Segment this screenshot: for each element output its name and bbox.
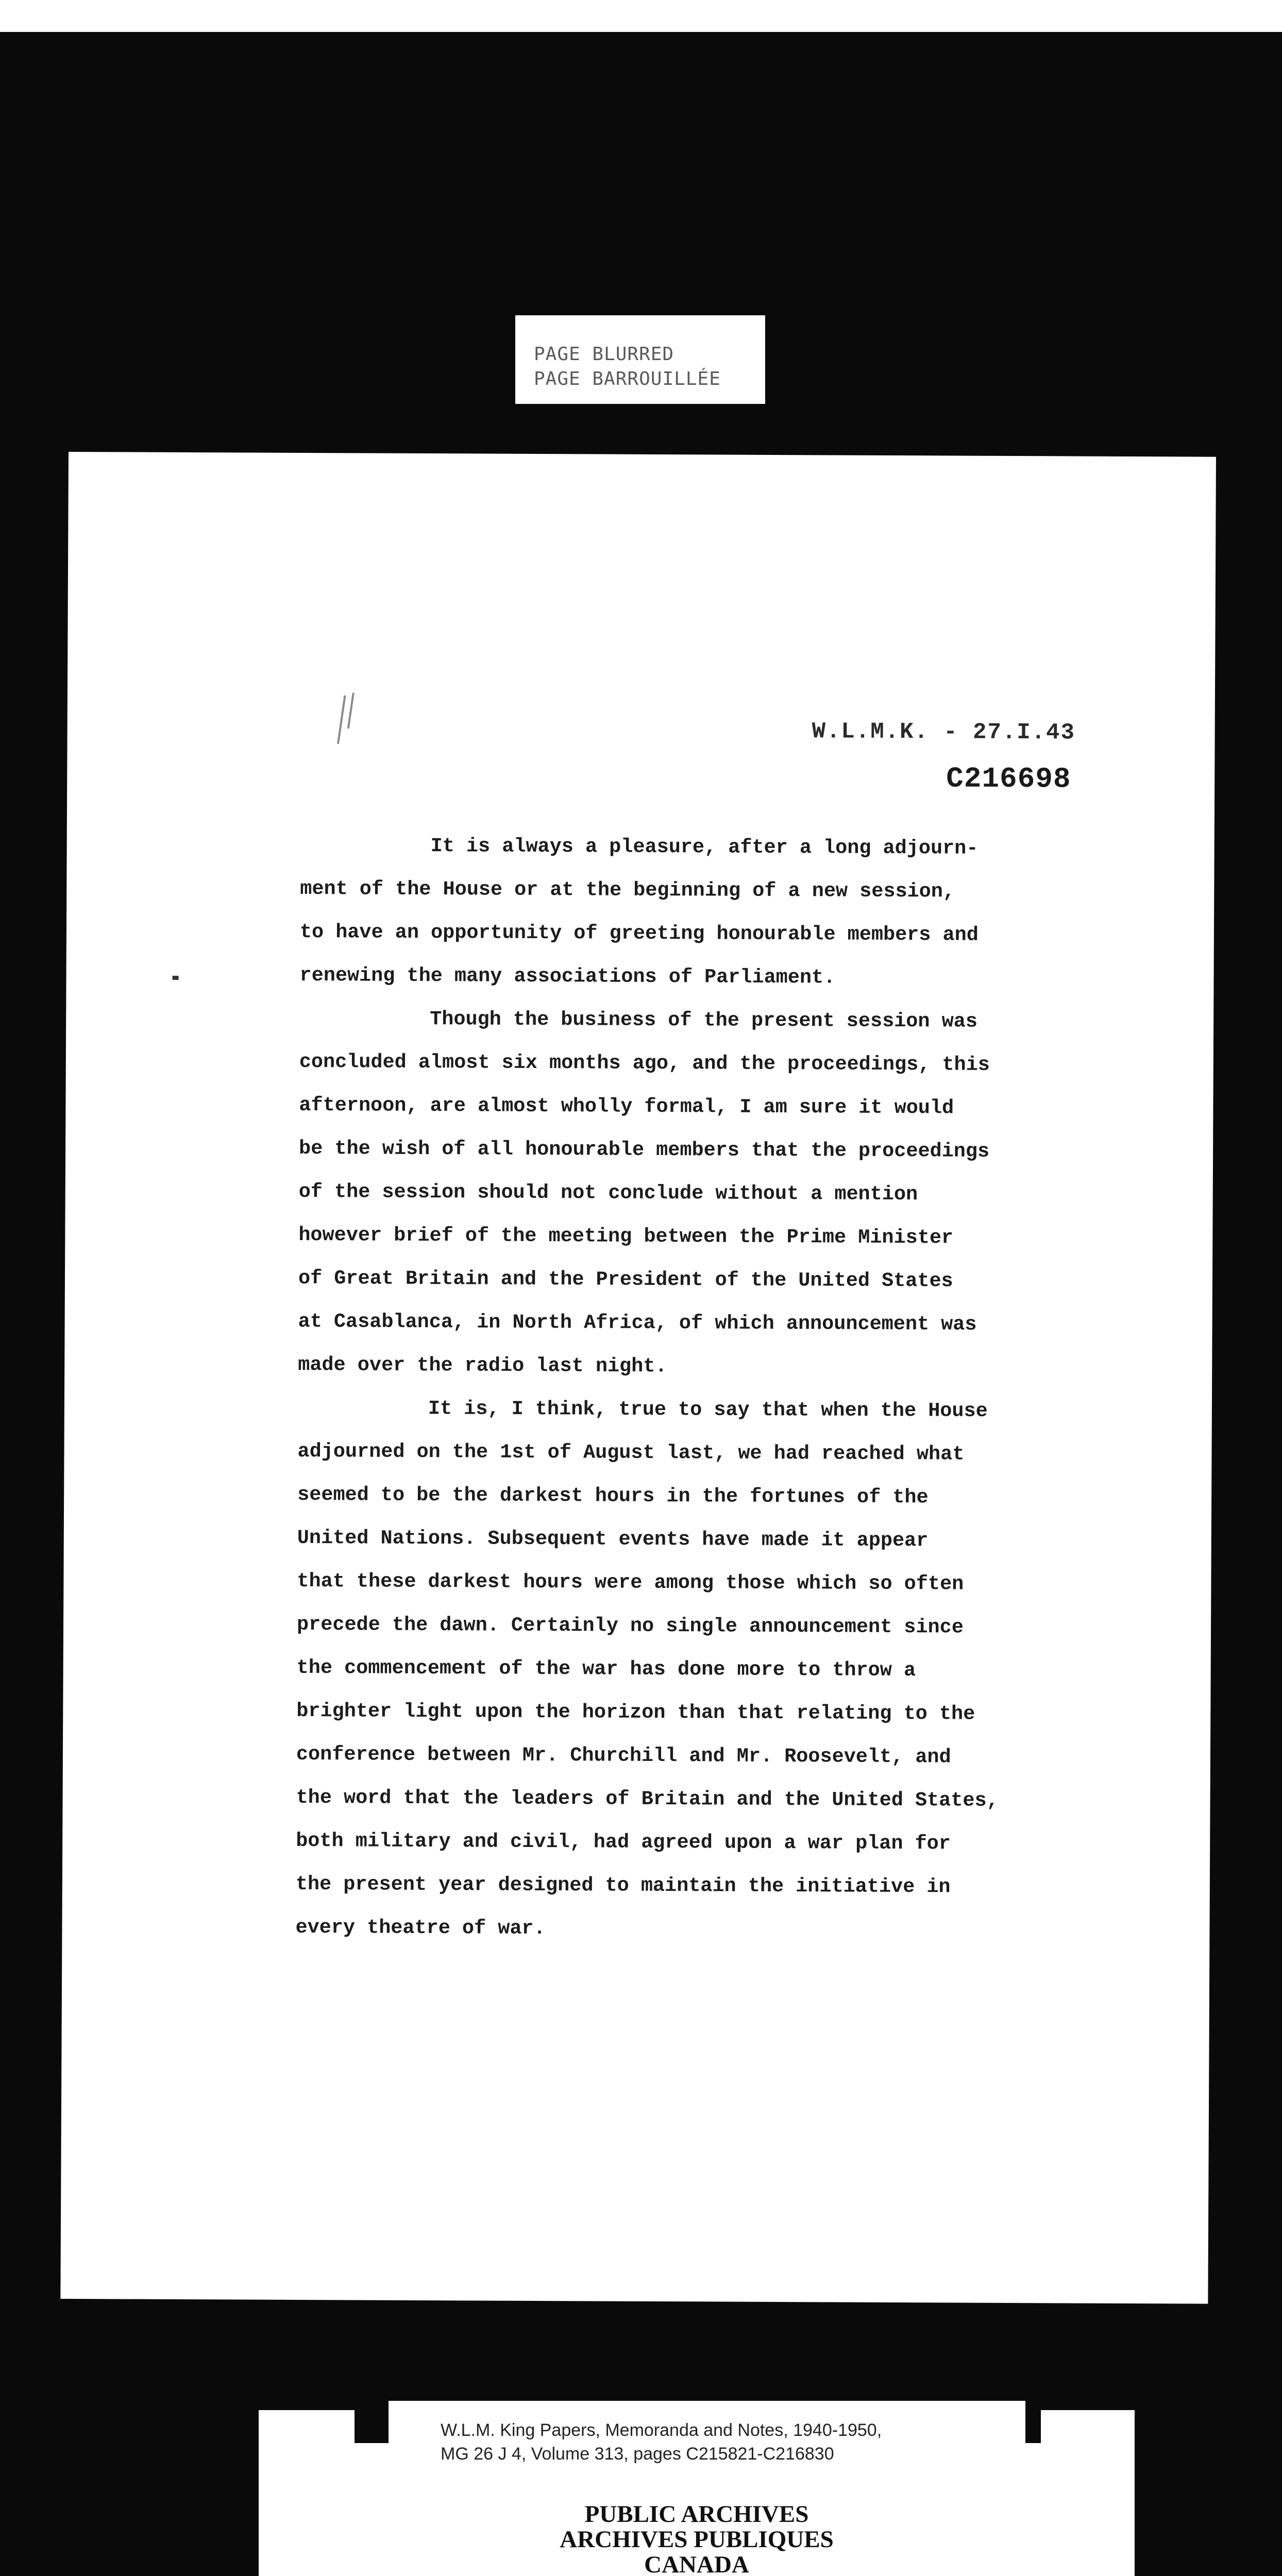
text-line: the word that the leaders of Britain and the United States,	[296, 1786, 999, 1812]
text-line: every theatre of war.	[295, 1916, 546, 1940]
text-line: be the wish of all honourable members that the proceedings	[299, 1137, 990, 1163]
text-line: concluded almost six months ago, and the proceedings, this	[299, 1050, 990, 1076]
text-line: both military and civil, had agreed upon a war plan for	[296, 1829, 951, 1855]
text-line: made over the radio last night.	[298, 1353, 667, 1378]
page-code-stamp: C216698	[946, 762, 1071, 796]
memo-body-text	[295, 824, 1156, 1953]
blur-label-english: PAGE BLURRED	[534, 344, 674, 365]
archives-line-french: ARCHIVES PUBLIQUES	[560, 2526, 834, 2553]
footer-notch	[1025, 2402, 1041, 2443]
pen-mark	[337, 696, 346, 744]
document-page	[60, 452, 1216, 2304]
text-line: the commencement of the war has done more to throw a	[296, 1656, 916, 1682]
text-line: adjourned on the 1st of August last, we had reached what	[297, 1439, 965, 1466]
archives-line-english: PUBLIC ARCHIVES	[584, 2501, 809, 2528]
archives-line-country: CANADA	[644, 2551, 749, 2576]
archive-citation	[441, 2418, 882, 2466]
footer-notch	[355, 2402, 389, 2443]
blur-label-french: PAGE BARROUILLÉE	[534, 368, 721, 389]
page-blurred-label	[515, 315, 765, 404]
text-line: that these darkest hours were among those which so often	[297, 1569, 964, 1596]
citation-line: MG 26 J 4, Volume 313, pages C215821-C216830	[441, 2444, 834, 2464]
text-line: however brief of the meeting between the Prime Minister	[298, 1223, 954, 1249]
archives-imprint	[259, 2502, 1135, 2576]
text-line: conference between Mr. Churchill and Mr. Roosevelt, and	[296, 1742, 951, 1769]
text-line: at Casablanca, in North Africa, of which announcement was	[298, 1310, 977, 1336]
pen-mark	[347, 692, 355, 728]
text-line: precede the dawn. Certainly no single announcement since	[296, 1613, 964, 1639]
text-line: renewing the many associations of Parliament.	[299, 963, 836, 989]
text-line: seemed to be the darkest hours in the fortunes of the	[297, 1483, 929, 1509]
text-line: It is always a pleasure, after a long adjourn-	[430, 835, 979, 860]
text-line: afternoon, are almost wholly formal, I am sure it would	[299, 1093, 954, 1120]
text-line: of Great Britain and the President of the United States	[298, 1266, 953, 1293]
text-line: of the session should not conclude without a mention	[298, 1180, 918, 1206]
text-line: ment of the House or at the beginning of a new session,	[300, 877, 955, 903]
text-line: to have an opportunity of greeting honourable members and	[299, 920, 979, 946]
text-line: Though the business of the present session was	[430, 1008, 978, 1033]
text-line: brighter light upon the horizon than that relating to the	[296, 1699, 975, 1725]
top-border-strip	[0, 0, 1282, 32]
text-line: United Nations. Subsequent events have made it appear	[297, 1526, 929, 1552]
punch-mark	[173, 976, 179, 980]
text-line: It is, I think, true to say that when the House	[428, 1397, 988, 1422]
citation-line: W.L.M. King Papers, Memoranda and Notes, 1940-1950,	[441, 2420, 882, 2440]
text-line: the present year designed to maintain the initiative in	[295, 1872, 951, 1899]
document-reference: W.L.M.K. - 27.I.43	[812, 719, 1076, 746]
